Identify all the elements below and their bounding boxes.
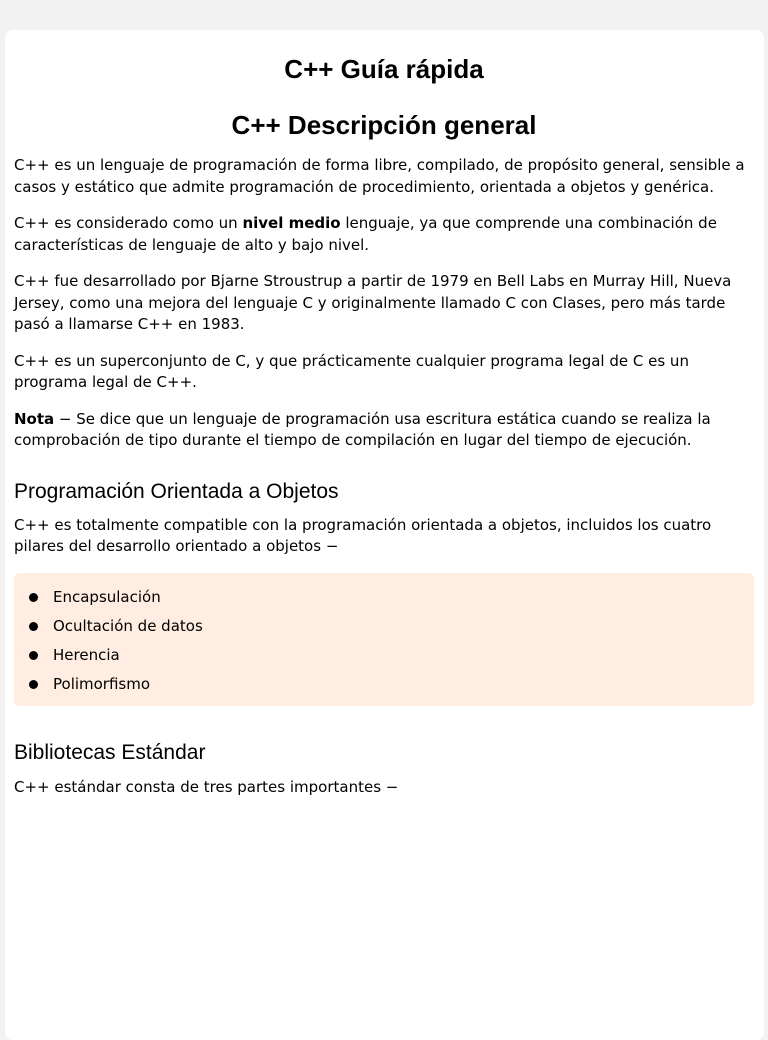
list-item [14,616,754,645]
paragraph-level [14,213,754,256]
list-item-label: Ocultación de datos [53,616,203,635]
note-label: Nota [14,409,55,428]
list-item-label: Encapsulación [53,587,161,606]
note-paragraph [14,409,754,452]
article [14,46,754,799]
list-item-label: Polimorfismo [53,675,151,694]
paragraph-level-end: lenguaje, ya que comprende una combinación de características de lenguaje de alto y bajo nivel. [14,214,717,254]
paragraph-libraries-intro: C++ estándar consta de tres partes importantes − [14,778,399,797]
bullet-icon [29,651,38,660]
bold-term-nivel-medio: nivel medio [242,214,341,232]
list-item-label: Herencia [53,646,120,665]
pillars-list-box [14,573,754,707]
paragraph-oop-intro: C++ es totalmente compatible con la programación orientada a objetos, incluidos los cuatro pilares del desarrollo orientado a objetos − [14,515,712,555]
page-title: C++ Guía rápida [284,54,484,84]
paragraph-superset: C++ es un superconjunto de C, y que prácticamente cualquier programa legal de C es un programa legal de C++. [14,351,689,391]
section-title-overview: C++ Descripción general [231,110,537,140]
bullet-icon [29,622,38,631]
bullet-icon [29,593,38,602]
section-heading-oop: Programación Orientada a Objetos [14,479,339,503]
note-text: − Se dice que un lenguaje de programación usa escritura estática cuando se realiza la comprobación de tipo durante el tiempo de compilación en lugar del tiempo de ejecución. [14,409,711,449]
paragraph-intro: C++ es un lenguaje de programación de forma libre, compilado, de propósito general, sensible a casos y estático que admite programación de procedimiento, orientada a objetos y genérica. [14,156,745,196]
paragraph-level-start: C++ es considerado como un [14,214,243,232]
list-item [14,587,754,616]
section-heading-libraries: Bibliotecas Estándar [14,741,206,765]
bullet-icon [29,680,38,689]
list-item [14,674,754,694]
pillars-list [14,587,754,695]
list-item [14,645,754,674]
paragraph-history: C++ fue desarrollado por Bjarne Stroustrup a partir de 1979 en Bell Labs en Murray Hill, Nueva Jersey, como una mejora del lenguaje C y originalmente llamado C con Clases, pero más tarde pasó a llamarse C++ en 1983. [14,272,732,333]
